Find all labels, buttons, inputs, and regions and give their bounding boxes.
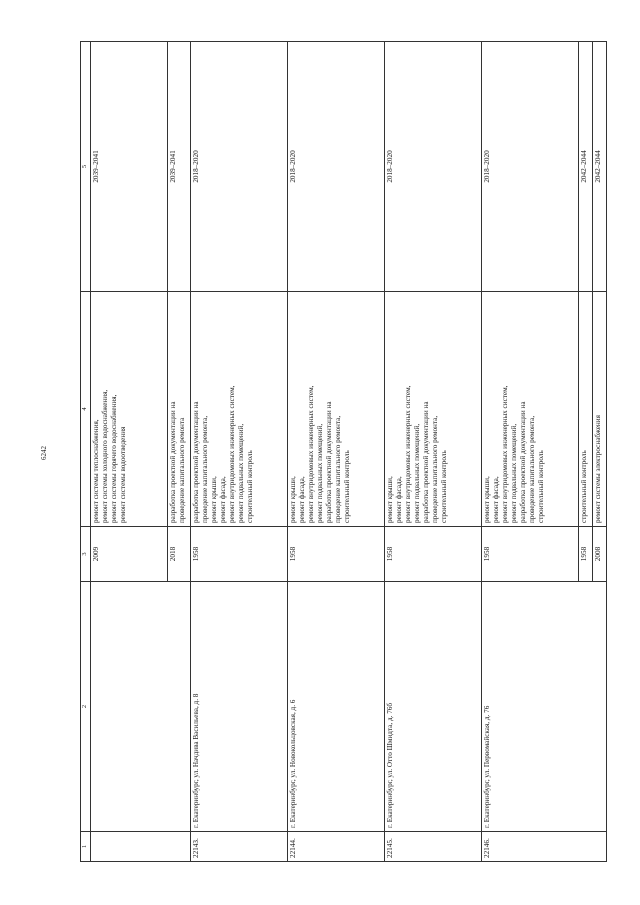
work-item: проведение капитального ремонта, — [528, 415, 536, 523]
work-item: проведение капитального ремонта, — [201, 415, 209, 523]
planned-period-cell: 2042–2044 — [579, 42, 593, 292]
work-item: ремонт системы теплоснабжения, — [92, 419, 100, 523]
column-header: 3 — [81, 527, 91, 582]
planned-period-cell: 2018–2020 — [288, 42, 385, 292]
work-item: ремонт внутридомовых инженерных систем, — [228, 385, 236, 523]
header-row — [81, 42, 91, 862]
work-item: строительный контроль — [537, 450, 545, 523]
page-number: 6242 — [40, 446, 48, 460]
work-item: ремонт крыши, — [386, 476, 394, 523]
year-cell: 1958 — [482, 527, 579, 582]
address-cell: г. Екатеринбург, ул. Отто Шмидта, д. 76б — [385, 582, 482, 832]
planned-period-cell: 2018–2020 — [482, 42, 579, 292]
row-number: 22145. — [385, 832, 482, 862]
work-item: строительный контроль — [580, 450, 588, 523]
table-row — [191, 42, 288, 862]
planned-period-cell: 2042–2044 — [593, 42, 607, 292]
table-row — [482, 42, 579, 862]
work-item: ремонт подвальных помещений, — [510, 423, 518, 523]
work-item: строительный контроль — [440, 450, 448, 523]
repair-schedule-table — [80, 41, 607, 862]
row-number — [91, 832, 191, 862]
work-item: строительный контроль — [246, 450, 254, 523]
work-item: ремонт внутридомовых инженерных систем, — [404, 385, 412, 523]
planned-period-cell: 2018–2020 — [385, 42, 482, 292]
work-item: ремонт подвальных помещений, — [237, 423, 245, 523]
planned-period-cell: 2039–2041 — [168, 42, 191, 292]
rotated-table-area — [80, 42, 602, 862]
address-cell: г. Екатеринбург, ул. Начдива Васильева, д. 8 — [191, 582, 288, 832]
works-cell — [579, 292, 593, 527]
work-item: разработка проектной документации на — [169, 401, 177, 523]
column-header: 4 — [81, 292, 91, 527]
work-item: ремонт системы холодного водоснабжения, — [101, 389, 109, 523]
column-header: 2 — [81, 582, 91, 832]
row-number: 22146. — [482, 832, 607, 862]
work-item: проведение капитального ремонта — [178, 417, 186, 523]
work-item: ремонт фасада, — [298, 476, 306, 523]
table-row — [288, 42, 385, 862]
table-row — [91, 42, 168, 862]
planned-period-cell: 2018–2020 — [191, 42, 288, 292]
work-item: строительный контроль — [343, 450, 351, 523]
work-item: ремонт системы горячего водоснабжения, — [110, 394, 118, 523]
work-item: ремонт фасада, — [219, 476, 227, 523]
row-number: 22144. — [288, 832, 385, 862]
work-item: ремонт системы электроснабжения — [594, 415, 602, 523]
work-item: разработка проектной документации на — [325, 401, 333, 523]
address-cell: г. Екатеринбург, ул. Первомайская, д. 76 — [482, 582, 607, 832]
works-cell — [91, 292, 168, 527]
work-item: ремонт крыши, — [210, 476, 218, 523]
works-cell — [191, 292, 288, 527]
year-cell: 2008 — [593, 527, 607, 582]
year-cell: 2009 — [91, 527, 168, 582]
works-cell — [593, 292, 607, 527]
work-item: проведение капитального ремонта, — [334, 415, 342, 523]
table-row — [385, 42, 482, 862]
year-cell: 1958 — [579, 527, 593, 582]
year-cell: 1958 — [288, 527, 385, 582]
work-item: проведение капитального ремонта, — [431, 415, 439, 523]
work-item: ремонт внутридомовых инженерных систем, — [307, 385, 315, 523]
works-cell — [168, 292, 191, 527]
works-cell — [385, 292, 482, 527]
work-item: разработка проектной документации на — [422, 401, 430, 523]
work-item: ремонт внутридомовых инженерных систем, — [501, 385, 509, 523]
work-item: ремонт системы водоотведения — [119, 426, 127, 523]
work-item: ремонт крыши, — [483, 476, 491, 523]
row-number: 22143. — [191, 832, 288, 862]
work-item: ремонт фасада, — [492, 476, 500, 523]
works-cell — [288, 292, 385, 527]
year-cell: 1958 — [385, 527, 482, 582]
year-cell: 2018 — [168, 527, 191, 582]
year-cell: 1958 — [191, 527, 288, 582]
column-header: 1 — [81, 832, 91, 862]
work-item: разработка проектной документации на — [519, 401, 527, 523]
planned-period-cell: 2039–2041 — [91, 42, 168, 292]
work-item: ремонт фасада, — [395, 476, 403, 523]
address-cell — [91, 582, 191, 832]
work-item: ремонт крыши, — [289, 476, 297, 523]
work-item: ремонт подвальных помещений, — [316, 423, 324, 523]
address-cell: г. Екатеринбург, ул. Новокольцовская, д. 6 — [288, 582, 385, 832]
work-item: разработка проектной документации на — [192, 401, 200, 523]
work-item: ремонт подвальных помещений, — [413, 423, 421, 523]
column-header: 5 — [81, 42, 91, 292]
works-cell — [482, 292, 579, 527]
